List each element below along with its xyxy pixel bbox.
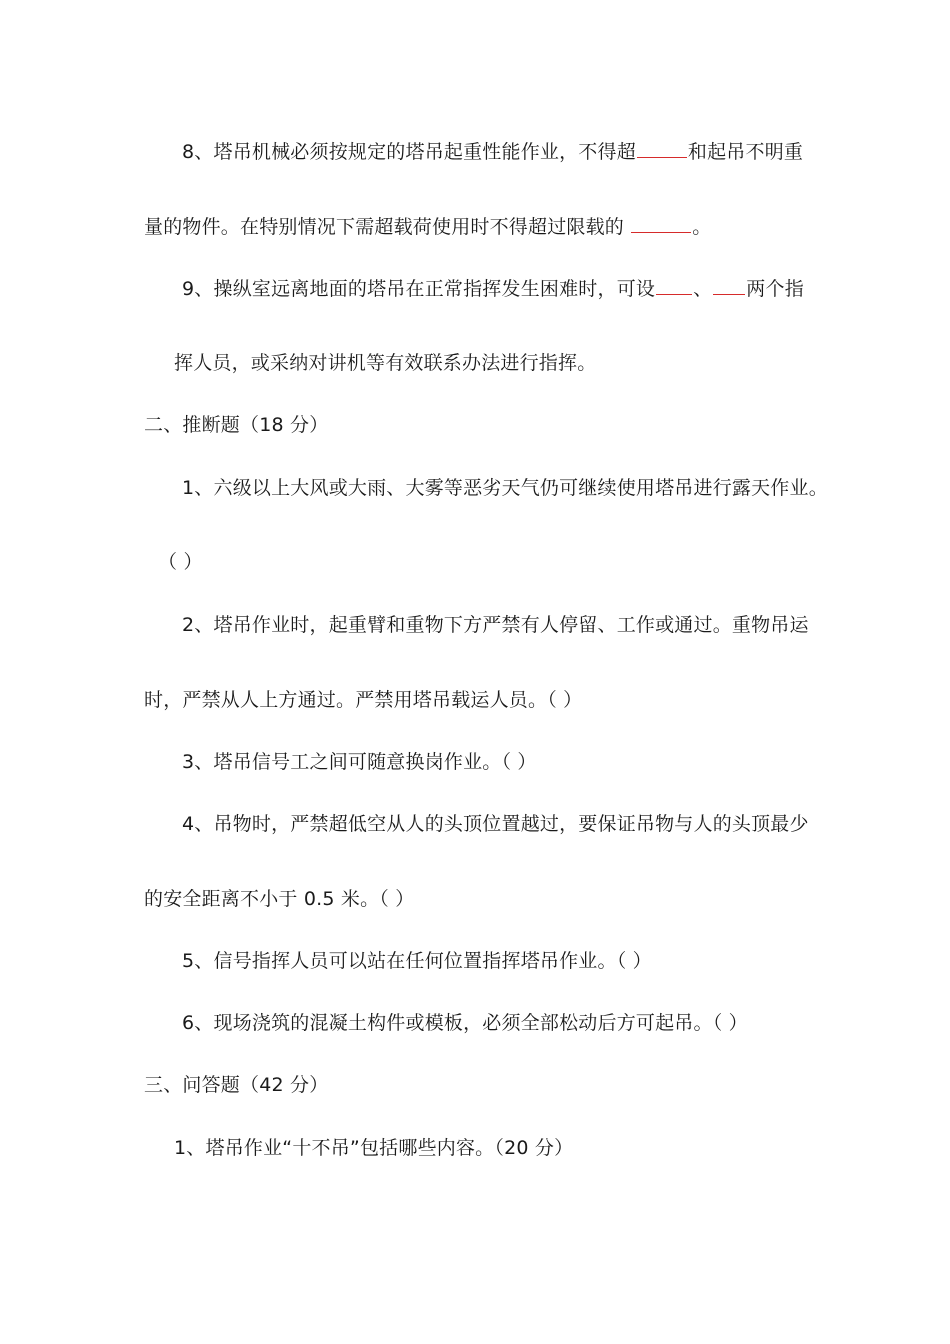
judge-item-5: 5、信号指挥人员可以站在任何位置指挥塔吊作业。（ ）: [182, 950, 652, 972]
q8-line1: [182, 139, 803, 164]
judge-item-6: 6、现场浇筑的混凝土构件或模板，必须全部松动后方可起吊。（ ）: [182, 1012, 748, 1034]
q8-line2: [144, 214, 711, 239]
q9-text-part2: 、: [693, 278, 713, 300]
q8-blank-2[interactable]: [631, 214, 691, 233]
section2-heading: 二、推断题（18 分）: [144, 414, 329, 436]
q9-text-part4: 挥人员，或采纳对讲机等有效联系办法进行指挥。: [174, 352, 597, 374]
q9-blank-1[interactable]: [656, 276, 692, 295]
q8-blank-1[interactable]: [637, 139, 687, 158]
qa-item-1: 1、塔吊作业“十不吊”包括哪些内容。（20 分）: [174, 1137, 574, 1159]
judge-item-3: 3、塔吊信号工之间可随意换岗作业。（ ）: [182, 751, 537, 773]
q9-blank-2[interactable]: [713, 276, 745, 295]
judge-item-1-answer[interactable]: （ ）: [158, 551, 203, 573]
q8-text-part4: 。: [692, 216, 712, 238]
q9-line1: [182, 276, 804, 301]
q8-text-part2: 和起吊不明重: [687, 141, 804, 163]
q9-text-part1: 9、操纵室远离地面的塔吊在正常指挥发生困难时，可设: [182, 278, 656, 300]
q9-line2: [174, 351, 596, 375]
judge-item-2-line1: 2、塔吊作业时，起重臂和重物下方严禁有人停留、工作或通过。重物吊运: [182, 614, 809, 636]
q9-text-part3: 两个指: [746, 278, 804, 300]
judge-item-4-line2: 的安全距离不小于 0.5 米。（ ）: [144, 888, 415, 910]
q8-text-part3: 量的物件。在特别情况下需超载荷使用时不得超过限载的: [144, 216, 631, 238]
q8-text-part1: 8、塔吊机械必须按规定的塔吊起重性能作业，不得超: [182, 141, 636, 163]
judge-item-2-line2: 时，严禁从人上方通过。严禁用塔吊载运人员。（ ）: [144, 689, 583, 711]
section3-heading: 三、问答题（42 分）: [144, 1074, 329, 1096]
judge-item-1-line1: 1、六级以上大风或大雨、大雾等恶劣天气仍可继续使用塔吊进行露天作业。: [182, 477, 828, 499]
judge-item-4-line1: 4、吊物时，严禁超低空从人的头顶位置越过，要保证吊物与人的头顶最少: [182, 813, 809, 835]
